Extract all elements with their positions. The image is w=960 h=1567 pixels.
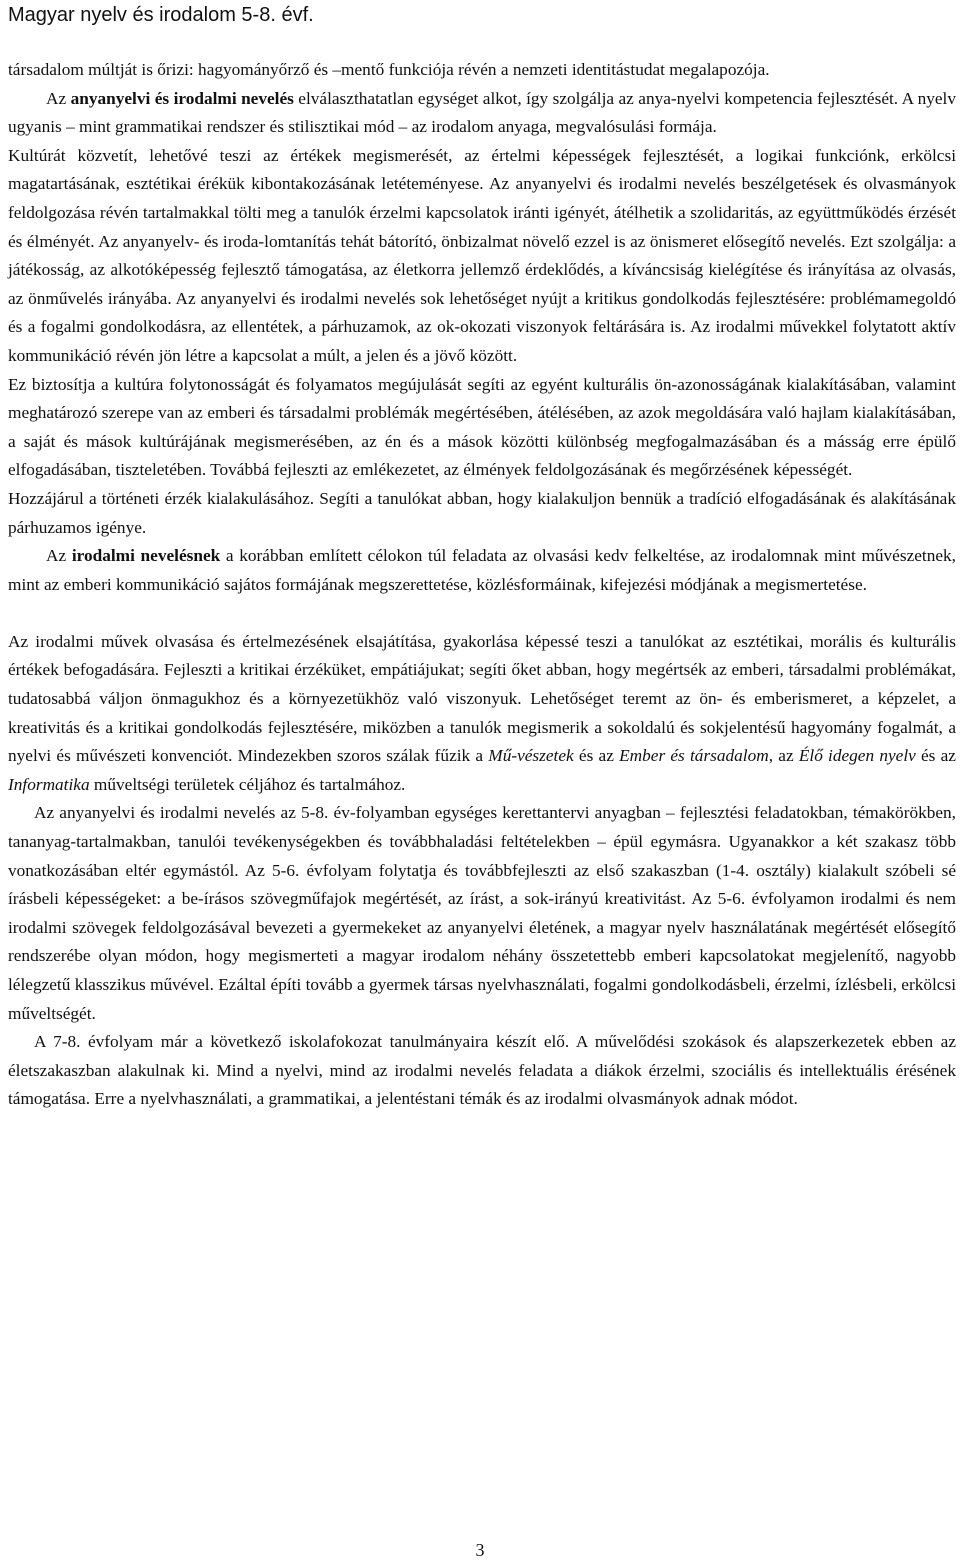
paragraph-4: Ez biztosítja a kultúra folytonosságát és folyamatos megújulását segíti az egyént kulturális ön-azonosságának kialakításában, valamint meghatározó szerepe van az emberi és társadalmi problémák megértésében, átélésében, az azok megoldására való hajlam kialakításában, a saját és mások kultúrájának megismerésében, az én és a mások közötti különbség megfogalmazásában és a másság erre épülő elfogadásában, tiszteletében. Továbbá fejleszti az emlékezetet, az élmények feldolgozásának és megőrzésének képességét. (8, 374, 956, 480)
text-run: Az (46, 88, 71, 108)
document-body (8, 56, 956, 1114)
text-run: és az (573, 746, 620, 766)
text-run: , az (768, 746, 799, 766)
text-run: elválaszthatatlan egységet alkot, így szolgálja az anya-nyelvi kompetencia fejlesztését. A nyelv ugyanis – mint grammatikai rendszer és stilisztikai mód – az irodalom anyaga, megvalósulási formája. (8, 88, 956, 137)
bold-term: irodalmi nevelésnek (71, 546, 221, 566)
paragraph-6 (8, 542, 956, 599)
paragraph-2 (8, 85, 956, 142)
text-run: Az irodalmi művek olvasása és értelmezésének elsajátítása, gyakorlása képessé teszi a tanulókat az esztétikai, morális és kulturális értékek befogadására. Fejleszti a kritikai érzéküket, empátiájukat; segíti őket abban, hogy megértsék az emberi, társadalmi problémákat, tudatosabbá váljon önmagukhoz és a környezetükhöz való viszonyuk. Lehetőséget teremt az ön- és emberismeret, a képzelet, a kreativitás és a kritikai gondolkodás fejlesztésére, miközben a tanulók megismerik a sokoldalú és sokjelentésű hagyomány fogalmát, a nyelvi és művészeti konvenciót. Mindezekben szoros szálak fűzik a (8, 631, 956, 766)
italic-term: Mű-vészetek (488, 746, 574, 766)
page-number: 3 (475, 1540, 485, 1560)
text-run: és az (915, 746, 956, 766)
text-run: Az (46, 546, 72, 566)
italic-term: Élő idegen nyelv (798, 746, 916, 766)
paragraph-7 (8, 628, 956, 800)
italic-term: Ember és társadalom (619, 746, 769, 766)
text-run: műveltségi területek céljához és tartalmához. (89, 774, 406, 794)
paragraph-8: Az anyanyelvi és irodalmi nevelés az 5-8. év-folyamban egységes kerettantervi anyagban – fejlesztési feladatokban, témakörökben, tananyag-tartalmakban, tanulói tevékenységekben és továbbhaladási feltételekben – épül egymásra. Ugyanakkor a két szakasz több vonatkozásában eltér egymástól. Az 5-6. évfolyam folytatja és továbbfejleszti az első szakaszban (1-4. osztály) kialakult szóbeli sé írásbeli képességeket: a be-írásos szövegműfajok megértését, az írást, a sok-irányú kreativitást. Az 5-6. évfolyamon irodalmi és nem irodalmi szövegek feldolgozásával bevezeti a gyermekeket az anyanyelvi életének, a magyar nyelv használatának megértését elősegítő rendszerébe olyan módon, hogy megismerteti a magyar irodalom néhány összetettebb emberi kapcsolatokat megjelenítő, nagyobb lélegzetű klasszikus művével. Ezáltal építi tovább a gyermek társas nyelvhasználati, fogalmi gondolkodásbeli, érzelmi, ízlésbeli, erkölcsi műveltségét. (8, 803, 956, 1023)
paragraph-9: A 7-8. évfolyam már a következő iskolafokozat tanulmányaira készít elő. A művelődési szokások és alapszerkezetek ebben az életszakaszban alakulnak ki. Mind a nyelvi, mind az irodalmi nevelés feladata a diákok érzelmi, szociális és intellektuális érésének támogatása. Erre a nyelvhasználati, a grammatikai, a jelentéstani témák és az irodalmi olvasmányok adnak módot. (8, 1032, 956, 1109)
paragraph-5: Hozzájárul a történeti érzék kialakulásához. Segíti a tanulókat abban, hogy kialakuljon bennük a tradíció elfogadásának és alakításának párhuzamos igénye. (8, 488, 956, 537)
paragraph-3: Kultúrát közvetít, lehetővé teszi az értékek megismerését, az értelmi képességek fejlesztését, a logikai funkciónk, erkölcsi magatartásának, esztétikai érékük kibontakozásának letéteményese. Az anyanyelvi és irodalmi nevelés beszélgetések és olvasmányok feldolgozása révén tartalmakkal tölti meg a tanulók érzelmi kapcsolatok iránti igényét, átélhetik a szolidaritás, az együttműködés érzését és élményét. Az anyanyelv- és iroda-lomtanítás tehát bátorító, önbizalmat növelő ezzel is az önismeret elősegítő nevelés. Ezt szolgálja: a játékosság, az alkotóképesség fejlesztő támogatása, az életkorra jellemző érdeklődés, a kíváncsiság kielégítése és irányítása az olvasás, az önművelés irányába. Az anyanyelvi és irodalmi nevelés sok lehetőséget nyújt a kritikus gondolkodás fejlesztésére: problémamegoldó és a fogalmi gondolkodásra, az ellentétek, a párhuzamok, az ok-okozati viszonyok feltárására is. Az irodalmi művekkel folytatott aktív kommunikáció révén jön létre a kapcsolat a múlt, a jelen és a jövő között. (8, 145, 956, 365)
italic-term: Informatika (8, 774, 90, 794)
running-header: Magyar nyelv és irodalom 5-8. évf. (8, 4, 314, 26)
text-run: a korábban említett célokon túl feladata az olvasási kedv felkeltése, az irodalomnak mint művészetnek, mint az emberi kommunikáció sajátos formájának megszerettetése, közlésformáinak, kifejezési módjának a megismertetése. (8, 546, 956, 594)
paragraph-1: társadalom múltját is őrizi: hagyományőrző és –mentő funkciója révén a nemzeti identitástudat megalapozója. (8, 60, 770, 79)
bold-term: anyanyelvi és irodalmi nevelés (70, 88, 294, 108)
